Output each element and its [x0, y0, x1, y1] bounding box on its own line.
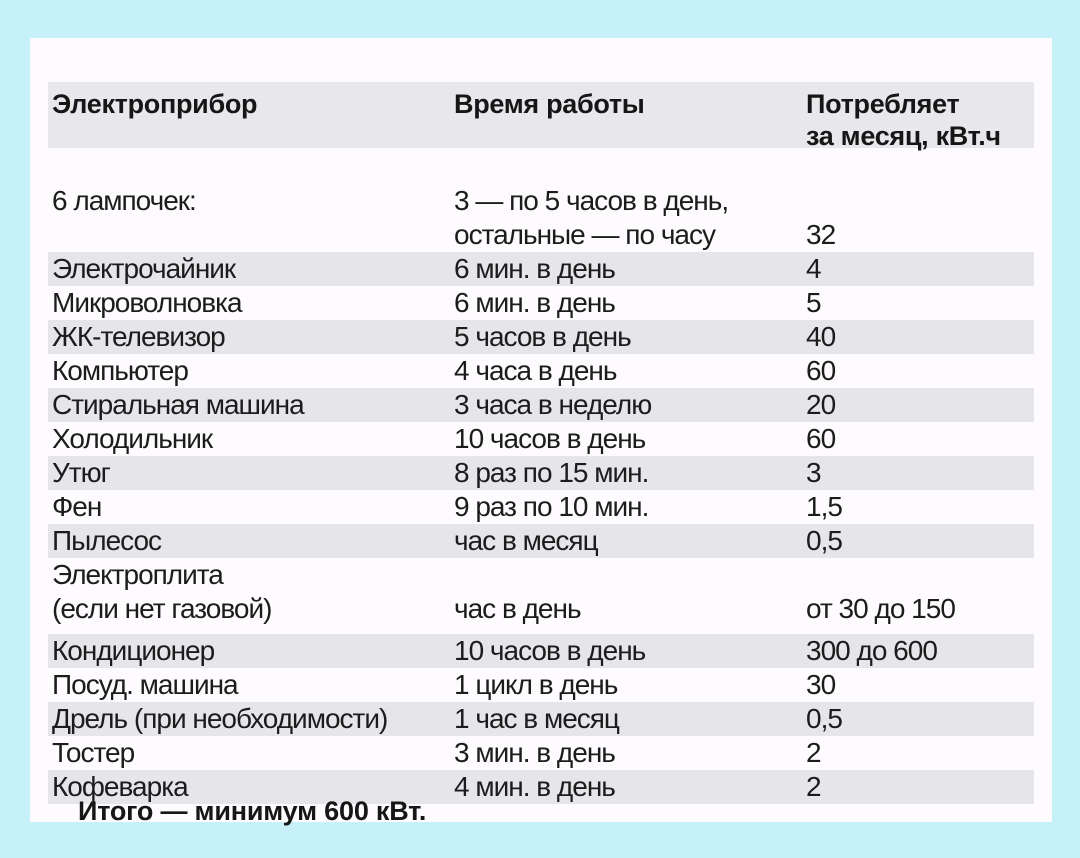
kwh-cell: 30 — [806, 669, 836, 700]
kwh-cell: 60 — [806, 355, 836, 386]
time-cell: 3 часа в неделю — [454, 389, 652, 420]
table-row — [48, 354, 1034, 388]
table-row — [48, 558, 1034, 634]
table-row — [48, 252, 1034, 286]
time-cell: 10 часов в день — [454, 423, 646, 454]
device-cell: Пылесос — [52, 525, 162, 556]
kwh-cell: 20 — [806, 389, 836, 420]
device-cell: Кофеварка — [52, 771, 188, 802]
time-cell: 6 мин. в день — [454, 253, 615, 284]
device-cell: Электроплита (если нет газовой) — [52, 559, 272, 624]
time-cell: 5 часов в день — [454, 321, 631, 352]
time-cell: 1 час в месяц — [454, 703, 619, 734]
table-row — [48, 286, 1034, 320]
time-cell: час в день — [454, 593, 581, 624]
kwh-cell: 3 — [806, 457, 821, 488]
kwh-cell: 1,5 — [806, 491, 842, 522]
device-cell: Микроволновка — [52, 287, 242, 318]
table-row — [48, 736, 1034, 770]
device-cell: Компьютер — [52, 355, 188, 386]
device-cell: Дрель (при необходимости) — [52, 703, 388, 734]
time-cell: 8 раз по 15 мин. — [454, 457, 649, 488]
time-cell: 4 мин. в день — [454, 771, 615, 802]
table-row — [48, 634, 1034, 668]
table-row — [48, 184, 1034, 252]
table-row — [48, 702, 1034, 736]
table-row — [48, 668, 1034, 702]
device-cell: Холодильник — [52, 423, 213, 454]
device-cell: ЖК-телевизор — [52, 321, 225, 352]
kwh-cell: 0,5 — [806, 525, 842, 556]
time-cell: 10 часов в день — [454, 635, 646, 666]
kwh-cell: 60 — [806, 423, 836, 454]
device-cell: Стиральная машина — [52, 389, 304, 420]
consumption-table — [48, 82, 1034, 804]
header-device: Электроприбор — [52, 89, 258, 119]
device-cell: Кондиционер — [52, 635, 215, 666]
time-cell: 1 цикл в день — [454, 669, 618, 700]
kwh-cell: 4 — [806, 253, 821, 284]
time-cell: 6 мин. в день — [454, 287, 615, 318]
time-cell: 3 мин. в день — [454, 737, 615, 768]
kwh-cell: 5 — [806, 287, 821, 318]
table-row — [48, 456, 1034, 490]
device-cell: Посуд. машина — [52, 669, 238, 700]
table-row — [48, 388, 1034, 422]
time-cell: 4 часа в день — [454, 355, 617, 386]
table-row — [48, 524, 1034, 558]
kwh-cell: 0,5 — [806, 703, 842, 734]
kwh-cell: 2 — [806, 771, 821, 802]
table-row — [48, 422, 1034, 456]
time-cell: 3 — по 5 часов в день, остальные — по часу — [454, 185, 729, 250]
total-summary: Итого — минимум 600 кВт. — [78, 796, 427, 826]
table-header — [48, 82, 1034, 188]
table-row — [48, 320, 1034, 354]
kwh-cell: 300 до 600 — [806, 635, 937, 666]
header-time: Время работы — [454, 89, 645, 119]
device-cell: 6 лампочек: — [52, 185, 196, 216]
time-cell: 9 раз по 10 мин. — [454, 491, 649, 522]
kwh-cell: 32 — [806, 219, 836, 250]
kwh-cell: 40 — [806, 321, 836, 352]
device-cell: Тостер — [52, 737, 135, 768]
table-row — [48, 490, 1034, 524]
header-consumption: Потребляет за месяц, кВт.ч — [806, 89, 1001, 151]
time-cell: час в месяц — [454, 525, 598, 556]
device-cell: Фен — [52, 491, 102, 522]
consumption-card — [30, 38, 1052, 826]
device-cell: Электрочайник — [52, 253, 236, 284]
kwh-cell: 2 — [806, 737, 821, 768]
kwh-cell: от 30 до 150 — [806, 593, 955, 624]
device-cell: Утюг — [52, 457, 110, 488]
